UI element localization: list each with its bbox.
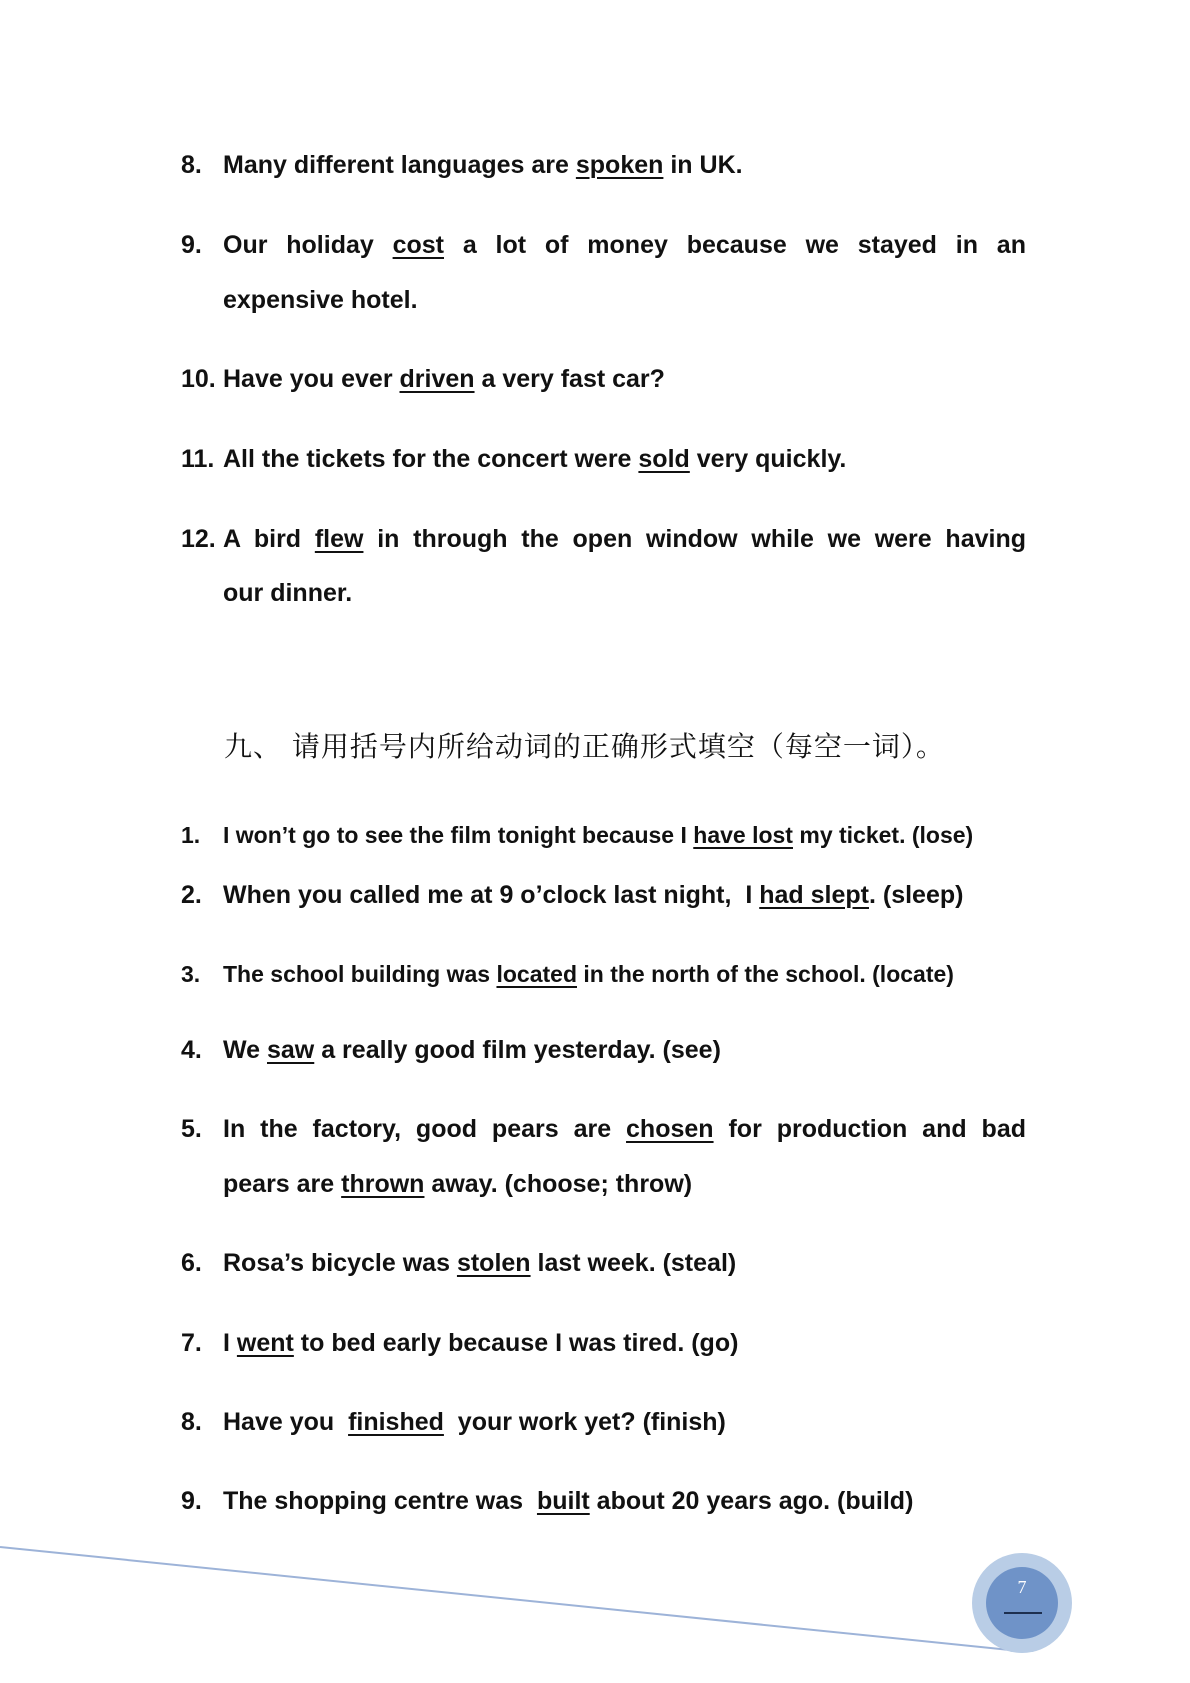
exercise-item-b5-line2: pears are thrown away. (choose; throw) — [223, 1170, 693, 1198]
answer: thrown — [341, 1170, 425, 1198]
item-number: 1. — [181, 822, 201, 848]
item-number: 9. — [181, 231, 202, 259]
page-number-underline — [1004, 1612, 1042, 1614]
exercise-item-a8: 8. Many different languages are spoken in UK. — [181, 151, 743, 179]
exercise-item-a9-line2: expensive hotel. — [223, 286, 418, 314]
exercise-item-b5: 5. In the factory, good pears are chosen for production and bad — [181, 1115, 1026, 1143]
answer: flew — [314, 525, 364, 553]
exercise-item-b1: 1. I won’t go to see the film tonight because I have lost my ticket. (lose) — [181, 822, 974, 848]
answer: built — [536, 1487, 590, 1515]
item-number: 4. — [181, 1036, 202, 1064]
answer: stolen — [456, 1249, 531, 1277]
section-heading: 九、 请用括号内所给动词的正确形式填空（每空一词）。 — [224, 730, 945, 763]
item-number: 12. — [181, 525, 216, 553]
exercise-item-a9: 9. Our holiday cost a lot of money because we stayed in an — [181, 231, 1026, 259]
page-number-badge — [972, 1553, 1072, 1653]
answer: saw — [267, 1036, 315, 1064]
answer: driven — [399, 365, 475, 393]
exercise-item-b4: 4. We saw a really good film yesterday. (see) — [181, 1036, 721, 1064]
answer: chosen — [626, 1115, 714, 1143]
item-number: 5. — [181, 1115, 202, 1143]
answer: spoken — [575, 151, 664, 179]
answer: had slept — [759, 881, 869, 909]
page-number: 7 — [1017, 1577, 1027, 1597]
answer: finished — [348, 1408, 444, 1436]
item-number: 9. — [181, 1487, 202, 1515]
answer: have lost — [693, 822, 793, 848]
exercise-item-a11: 11. All the tickets for the concert were sold very quickly. — [181, 445, 847, 473]
exercise-item-b3: 3. The school building was located in the north of the school. (locate) — [181, 961, 954, 987]
answer: went — [236, 1329, 294, 1357]
answer: located — [496, 961, 577, 987]
item-number: 3. — [181, 961, 201, 987]
item-number: 8. — [181, 151, 202, 179]
exercise-item-a10: 10. Have you ever driven a very fast car? — [181, 365, 665, 393]
item-number: 2. — [181, 881, 202, 909]
item-number: 6. — [181, 1249, 202, 1277]
answer: cost — [392, 231, 444, 259]
exercise-item-b2: 2. When you called me at 9 o’clock last night, I had slept. (sleep) — [181, 881, 964, 909]
exercise-item-b6: 6. Rosa’s bicycle was stolen last week. (steal) — [181, 1249, 737, 1277]
exercise-item-b9: 9. The shopping centre was built about 20 years ago. (build) — [181, 1487, 914, 1515]
item-number: 7. — [181, 1329, 202, 1357]
exercise-item-a12: 12. A bird flew in through the open window while we were having — [181, 525, 1026, 553]
exercise-item-b7: 7. I went to bed early because I was tired. (go) — [181, 1329, 739, 1357]
item-number: 10. — [181, 365, 216, 393]
answer: sold — [638, 445, 690, 473]
exercise-item-a12-line2: our dinner. — [223, 579, 353, 607]
item-number: 8. — [181, 1408, 202, 1436]
exercise-item-b8: 8. Have you finished your work yet? (finish) — [181, 1408, 726, 1436]
item-number: 11. — [181, 445, 215, 473]
